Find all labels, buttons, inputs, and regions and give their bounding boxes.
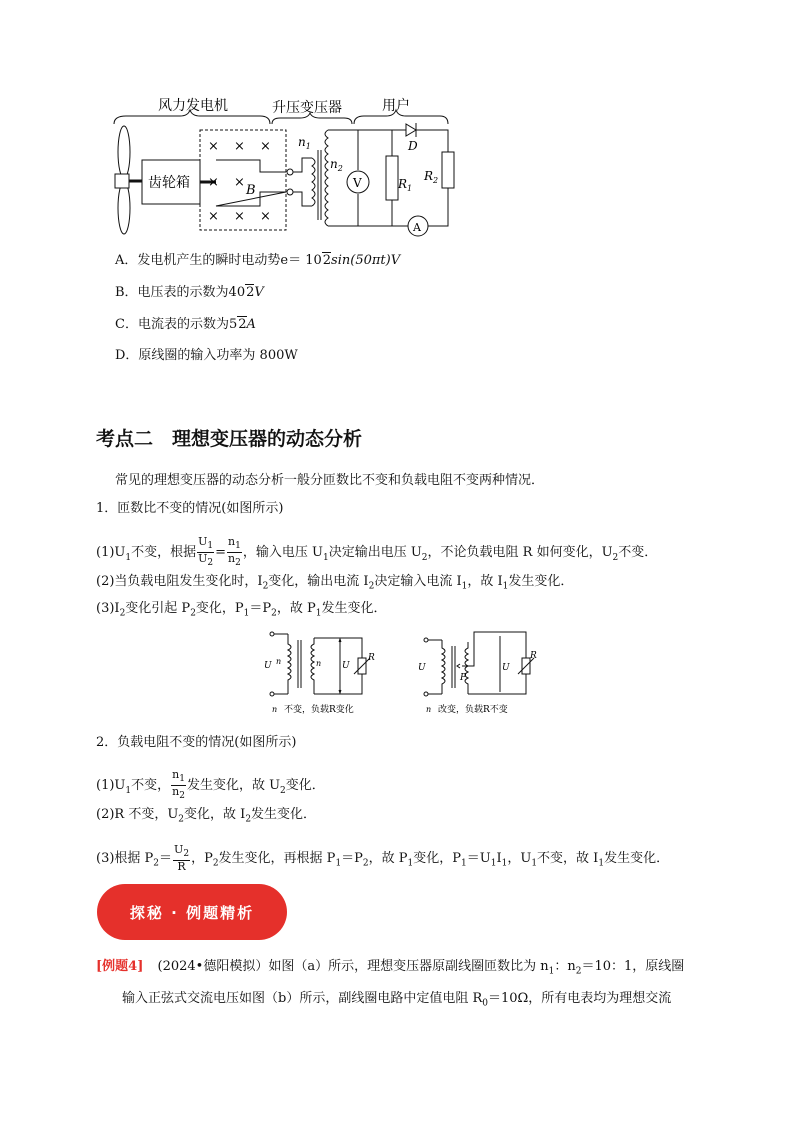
svg-text:P: P — [460, 673, 467, 683]
label-gearbox: 齿轮箱 — [148, 175, 190, 191]
svg-text:n: n — [272, 705, 278, 714]
svg-text:U: U — [342, 661, 350, 671]
item1-p2: (2)当负载电阻发生变化时，$I_2$变化，输出电流 $I_2$决定输入电流 $I_1$，故 $I_1$发生变化． — [96, 574, 574, 592]
item2-q1: $(1)U_1$不变， $\frac{n_1}{n_2}$ 发生变化，故 $U_2$变化． — [96, 768, 325, 802]
item2-q2: (2)R 不变，$U_2$变化，故 $I_2$发生变化． — [96, 807, 317, 825]
section-heading: 考点二 理想变压器的动态分析 — [96, 428, 363, 450]
svg-text:R1: $R_1$ — [398, 177, 413, 193]
example-banner — [97, 884, 287, 940]
example-tag: [例题4] — [96, 959, 144, 974]
transformer-figure-right — [416, 628, 536, 720]
svg-text:U: U — [264, 661, 272, 671]
label-generator: 风力发电机 — [158, 98, 228, 114]
transformer-figure-left — [262, 628, 382, 720]
svg-text:×: × — [260, 139, 271, 154]
svg-text:×: × — [234, 175, 245, 190]
svg-text:×: × — [208, 175, 219, 190]
svg-text:R: R — [368, 653, 375, 663]
option-b: B．电压表的示数为402V — [115, 285, 264, 300]
item2-q3: (3)根据 $P_2=$ $\frac{U_2}{R}$ ，$P_2$发生变化，再根据 $P_1=P_2$，故 $P_1$变化，$P_1=U_1I_1$，$U_1$不变，故 $I_1$发生变化． — [96, 843, 670, 874]
svg-text:不变，负载R变化: 不变，负载R变化 — [284, 705, 354, 715]
magnetic-field-crosses — [208, 139, 271, 224]
label-user: 用户 — [382, 98, 410, 114]
label-n2: $n_2$ — [330, 157, 343, 173]
svg-text:n: n — [276, 657, 282, 666]
svg-text:×: × — [208, 209, 219, 224]
label-n1: $n_1$ — [298, 135, 311, 151]
example-line2: 输入正弦式交流电压如图（b）所示，副线圈电路中定值电阻 $R_0=10\Omega$，所有电表均为理想交流 — [122, 991, 672, 1009]
svg-text:n: n — [316, 659, 322, 668]
svg-text:×: × — [208, 139, 219, 154]
example-banner-label: 探秘 · 例题精析 — [129, 903, 255, 922]
example-line1: [例题4] (2024•德阳模拟）如图（a）所示，理想变压器原副线圈匝数比为 $n_1$：$n_2=10$：1，原线圈 — [96, 959, 685, 977]
label-B: B — [246, 183, 256, 198]
diode-icon — [406, 123, 416, 137]
item2-title: 2．负载电阻不变的情况(如图所示) — [96, 735, 297, 750]
option-c: C．电流表的示数为52A — [115, 317, 256, 332]
svg-text:改变，负载R不变: 改变，负载R不变 — [438, 705, 508, 715]
svg-text:U: U — [418, 663, 426, 673]
svg-text:U: U — [502, 663, 510, 673]
option-d: D．原线圈的输入功率为 800W — [115, 348, 298, 363]
primary-coil — [312, 158, 315, 206]
section-intro: 常见的理想变压器的动态分析一般分匝数比不变和负载电阻不变两种情况． — [115, 473, 545, 488]
svg-text:×: × — [260, 209, 271, 224]
item1-p1: $(1)U_1$不变，根据 $\frac{U_1}{U_2}$ = $\frac{n_1}{n_2}$ ，输入电压 $U_1$决定输出电压 $U_2$，不论负载电阻 R 如何变化，$U_2$不变． — [96, 535, 658, 569]
svg-text:R2: $R_2$ — [424, 169, 439, 185]
svg-text:V: V — [353, 176, 362, 190]
wind-generator-circuit-diagram — [100, 90, 460, 240]
option-a: A．发电机产生的瞬时电动势e＝ 102sin(50πt)V — [115, 253, 401, 268]
svg-text:R: R — [530, 651, 537, 661]
svg-text:D: D — [408, 139, 418, 153]
item1-title: 1．匝数比不变的情况(如图所示) — [96, 501, 284, 516]
fan-icon — [115, 126, 142, 234]
resistor-r2 — [442, 152, 454, 188]
secondary-coil — [325, 130, 328, 226]
svg-text:×: × — [234, 209, 245, 224]
svg-text:n: n — [426, 705, 432, 714]
resistor-r1 — [386, 156, 398, 200]
svg-text:×: × — [234, 139, 245, 154]
item1-p3: $(3)I_2$变化引起 $P_2$变化，$P_1=P_2$，故 $P_1$发生变化． — [96, 601, 387, 619]
svg-text:A: A — [413, 221, 421, 234]
label-transformer: 升压变压器 — [272, 100, 342, 116]
